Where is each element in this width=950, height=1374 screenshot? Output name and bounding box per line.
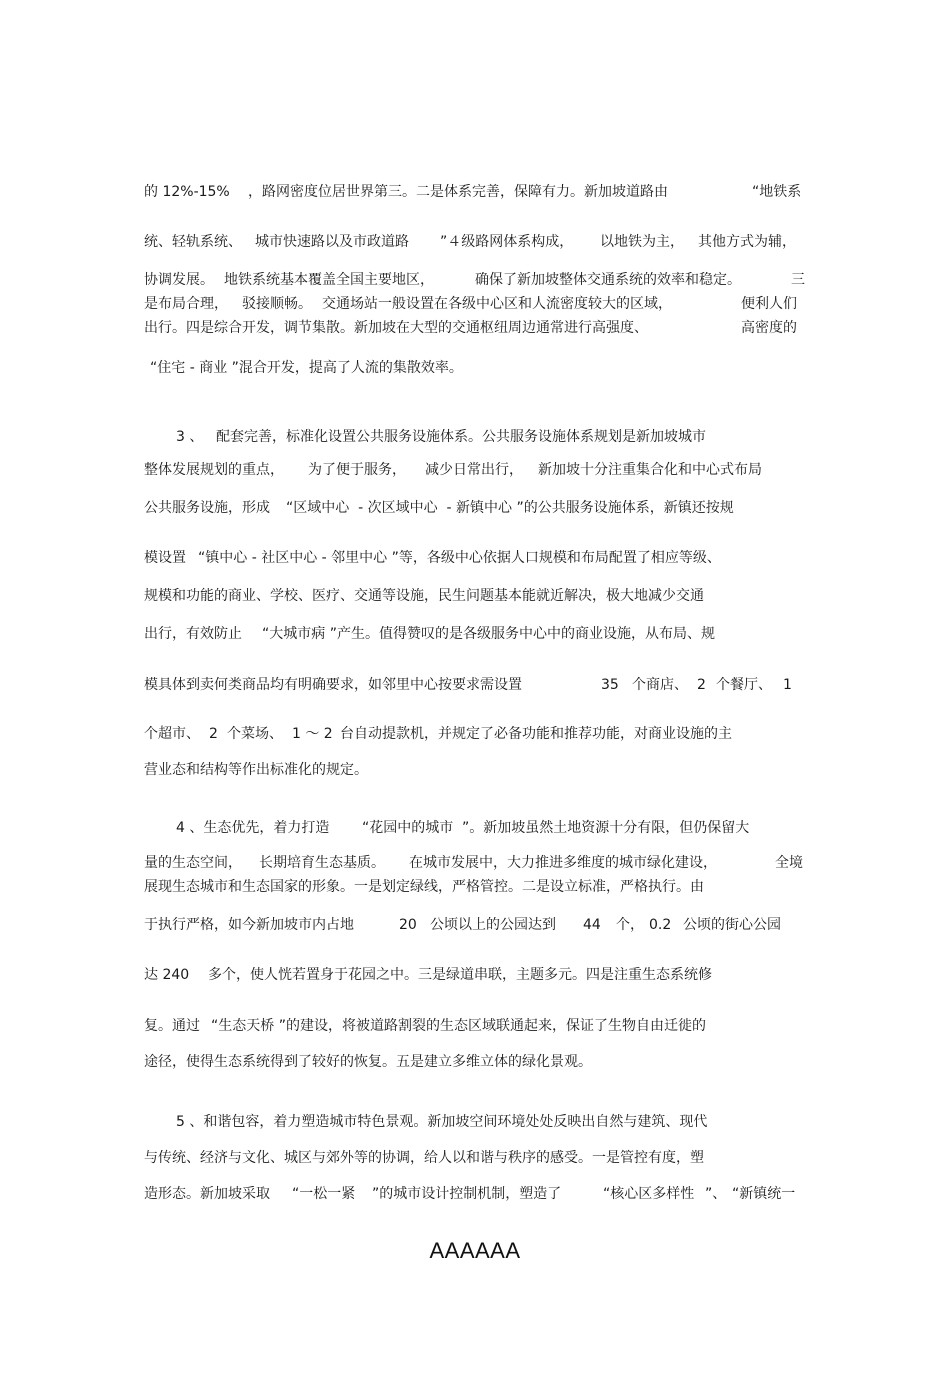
text-segment: 4 、生态优先，着力打造: [176, 820, 330, 836]
text-segment: 规模和功能的商业、学校、医疗、交通等设施，民生问题基本能就近解决，极大地减少交通: [144, 588, 704, 604]
text-segment: 2: [697, 677, 706, 693]
text-segment: 长期培育生态基质。: [259, 855, 385, 871]
text-line: [0, 425, 950, 449]
text-segment: 其他方式为辅，: [698, 234, 796, 250]
text-segment: 个菜场、: [227, 726, 283, 742]
text-segment: 交通场站一般设置在各级中心区和人流密度较大的区域，: [322, 296, 672, 312]
text-line: [0, 913, 950, 937]
text-line: [0, 584, 950, 608]
text-segment: 驳接顺畅。: [242, 296, 312, 312]
text-segment: “地铁系: [752, 184, 802, 200]
text-line: [0, 230, 950, 254]
text-line: [0, 1014, 950, 1038]
text-segment: ”、: [705, 1186, 727, 1202]
text-segment: 城市快速路以及市政道路: [255, 234, 409, 250]
text-segment: 模设置: [144, 550, 186, 566]
text-segment: 个，: [616, 917, 644, 933]
text-segment: 造形态。新加坡采取: [144, 1186, 270, 1202]
text-segment: 配套完善，标准化设置公共服务设施体系。公共服务设施体系规划是新加坡城市: [216, 429, 706, 445]
text-segment: ”。新加坡虽然土地资源十分有限，但仍保留大: [462, 820, 750, 836]
text-segment: 44: [583, 917, 601, 933]
text-line: [0, 758, 950, 782]
text-line: [0, 1050, 950, 1074]
text-segment: 量的生态空间，: [144, 855, 242, 871]
text-line: [0, 316, 950, 340]
text-segment: “花园中的城市: [362, 820, 454, 836]
text-segment: 1 ～ 2: [292, 726, 333, 742]
text-segment: 地铁系统基本覆盖全国主要地区，: [224, 272, 434, 288]
text-segment: 与传统、经济与文化、城区与郊外等的协调，给人以和谐与秩序的感受。一是管控有度，塑: [144, 1150, 704, 1166]
text-segment: 是布局合理，: [144, 296, 228, 312]
text-segment: 营业态和结构等作出标准化的规定。: [144, 762, 368, 778]
text-segment: “新镇统一: [732, 1186, 796, 1202]
text-segment: 为了便于服务，: [308, 462, 406, 478]
text-line: [0, 1182, 950, 1206]
text-line: [0, 1110, 950, 1134]
text-segment: 高密度的: [741, 320, 797, 336]
text-segment: “生态天桥 ”的建设，将被道路割裂的生态区域联通起来，保证了生物自由迁徙的: [211, 1018, 706, 1034]
text-segment: 达 240: [144, 967, 190, 983]
text-segment: 出行，有效防止: [144, 626, 242, 642]
text-line: [0, 546, 950, 570]
text-segment: “核心区多样性: [603, 1186, 695, 1202]
text-segment: 0.2: [649, 917, 672, 933]
text-segment: 统、轻轨系统、: [144, 234, 242, 250]
text-segment: 的 12%-15%: [144, 184, 230, 200]
text-line: [0, 268, 950, 292]
text-segment: 公顷的街心公园: [683, 917, 781, 933]
text-segment: ，路网密度位居世界第三。二是体系完善，保障有力。新加坡道路由: [248, 184, 668, 200]
text-line: [0, 673, 950, 697]
text-segment: “住宅 - 商业 ”混合开发，提高了人流的集散效率。: [150, 360, 463, 376]
text-segment: 多个，使人恍若置身于花园之中。三是绿道串联，主题多元。四是注重生态系统修: [208, 967, 712, 983]
text-segment: 于执行严格，如今新加坡市内占地: [144, 917, 354, 933]
text-segment: 5 、和谐包容，着力塑造城市特色景观。新加坡空间环境处处反映出自然与建筑、现代: [176, 1114, 708, 1130]
text-segment: 整体发展规划的重点，: [144, 462, 284, 478]
text-segment: 2: [209, 726, 218, 742]
text-segment: 三: [791, 272, 805, 288]
text-segment: 便利人们: [741, 296, 797, 312]
text-segment: 出行。四是综合开发，调节集散。新加坡在大型的交通枢纽周边通常进行高强度、: [144, 320, 648, 336]
text-line: [0, 496, 950, 520]
text-line: [0, 963, 950, 987]
text-segment: 公顷以上的公园达到: [430, 917, 556, 933]
text-segment: 台自动提款机，并规定了必备功能和推荐功能，对商业设施的主: [340, 726, 732, 742]
text-segment: “大城市病 ”产生。值得赞叹的是各级服务中心中的商业设施，从布局、规: [262, 626, 715, 642]
text-segment: 展现生态城市和生态国家的形象。一是划定绿线，严格管控。二是设立标准，严格执行。由: [144, 879, 704, 895]
text-segment: 确保了新加坡整体交通系统的效率和稳定。: [475, 272, 741, 288]
text-line: [0, 851, 950, 875]
text-line: [0, 292, 950, 316]
text-segment: ”的城市设计控制机制，塑造了: [372, 1186, 562, 1202]
text-segment: 新加坡十分注重集合化和中心式布局: [538, 462, 762, 478]
text-segment: 途径，使得生态系统得到了较好的恢复。五是建立多维立体的绿化景观。: [144, 1054, 592, 1070]
text-segment: 20: [399, 917, 417, 933]
text-line: [0, 180, 950, 204]
text-segment: 全境: [775, 855, 803, 871]
text-segment: 以地铁为主，: [600, 234, 684, 250]
text-line: [0, 816, 950, 840]
text-segment: 协调发展。: [144, 272, 214, 288]
text-segment: 1: [783, 677, 792, 693]
text-line: [0, 622, 950, 646]
text-segment: “区域中心 - 次区域中心 - 新镇中心 ”的公共服务设施体系，新镇还按规: [286, 500, 734, 516]
text-line: [0, 875, 950, 899]
text-segment: 复。通过: [144, 1018, 200, 1034]
text-segment: 减少日常出行，: [425, 462, 523, 478]
text-segment: “一松一紧: [292, 1186, 356, 1202]
text-segment: 模具体到卖何类商品均有明确要求，如邻里中心按要求需设置: [144, 677, 522, 693]
text-segment: ”４级路网体系构成，: [440, 234, 574, 250]
page-footer-text: AAAAAA: [429, 1238, 521, 1263]
text-segment: 在城市发展中，大力推进多维度的城市绿化建设，: [409, 855, 717, 871]
text-line: [0, 458, 950, 482]
text-segment: 3 、: [176, 429, 204, 445]
text-line: [0, 1146, 950, 1170]
text-segment: 35: [601, 677, 619, 693]
text-segment: 个超市、: [144, 726, 200, 742]
text-line: [0, 722, 950, 746]
text-line: [0, 356, 950, 380]
text-segment: “镇中心 - 社区中心 - 邻里中心 ”等，各级中心依据人口规模和布局配置了相应等级、: [198, 550, 721, 566]
text-segment: 公共服务设施，形成: [144, 500, 270, 516]
text-segment: 个餐厅、: [716, 677, 772, 693]
text-segment: 个商店、: [632, 677, 688, 693]
